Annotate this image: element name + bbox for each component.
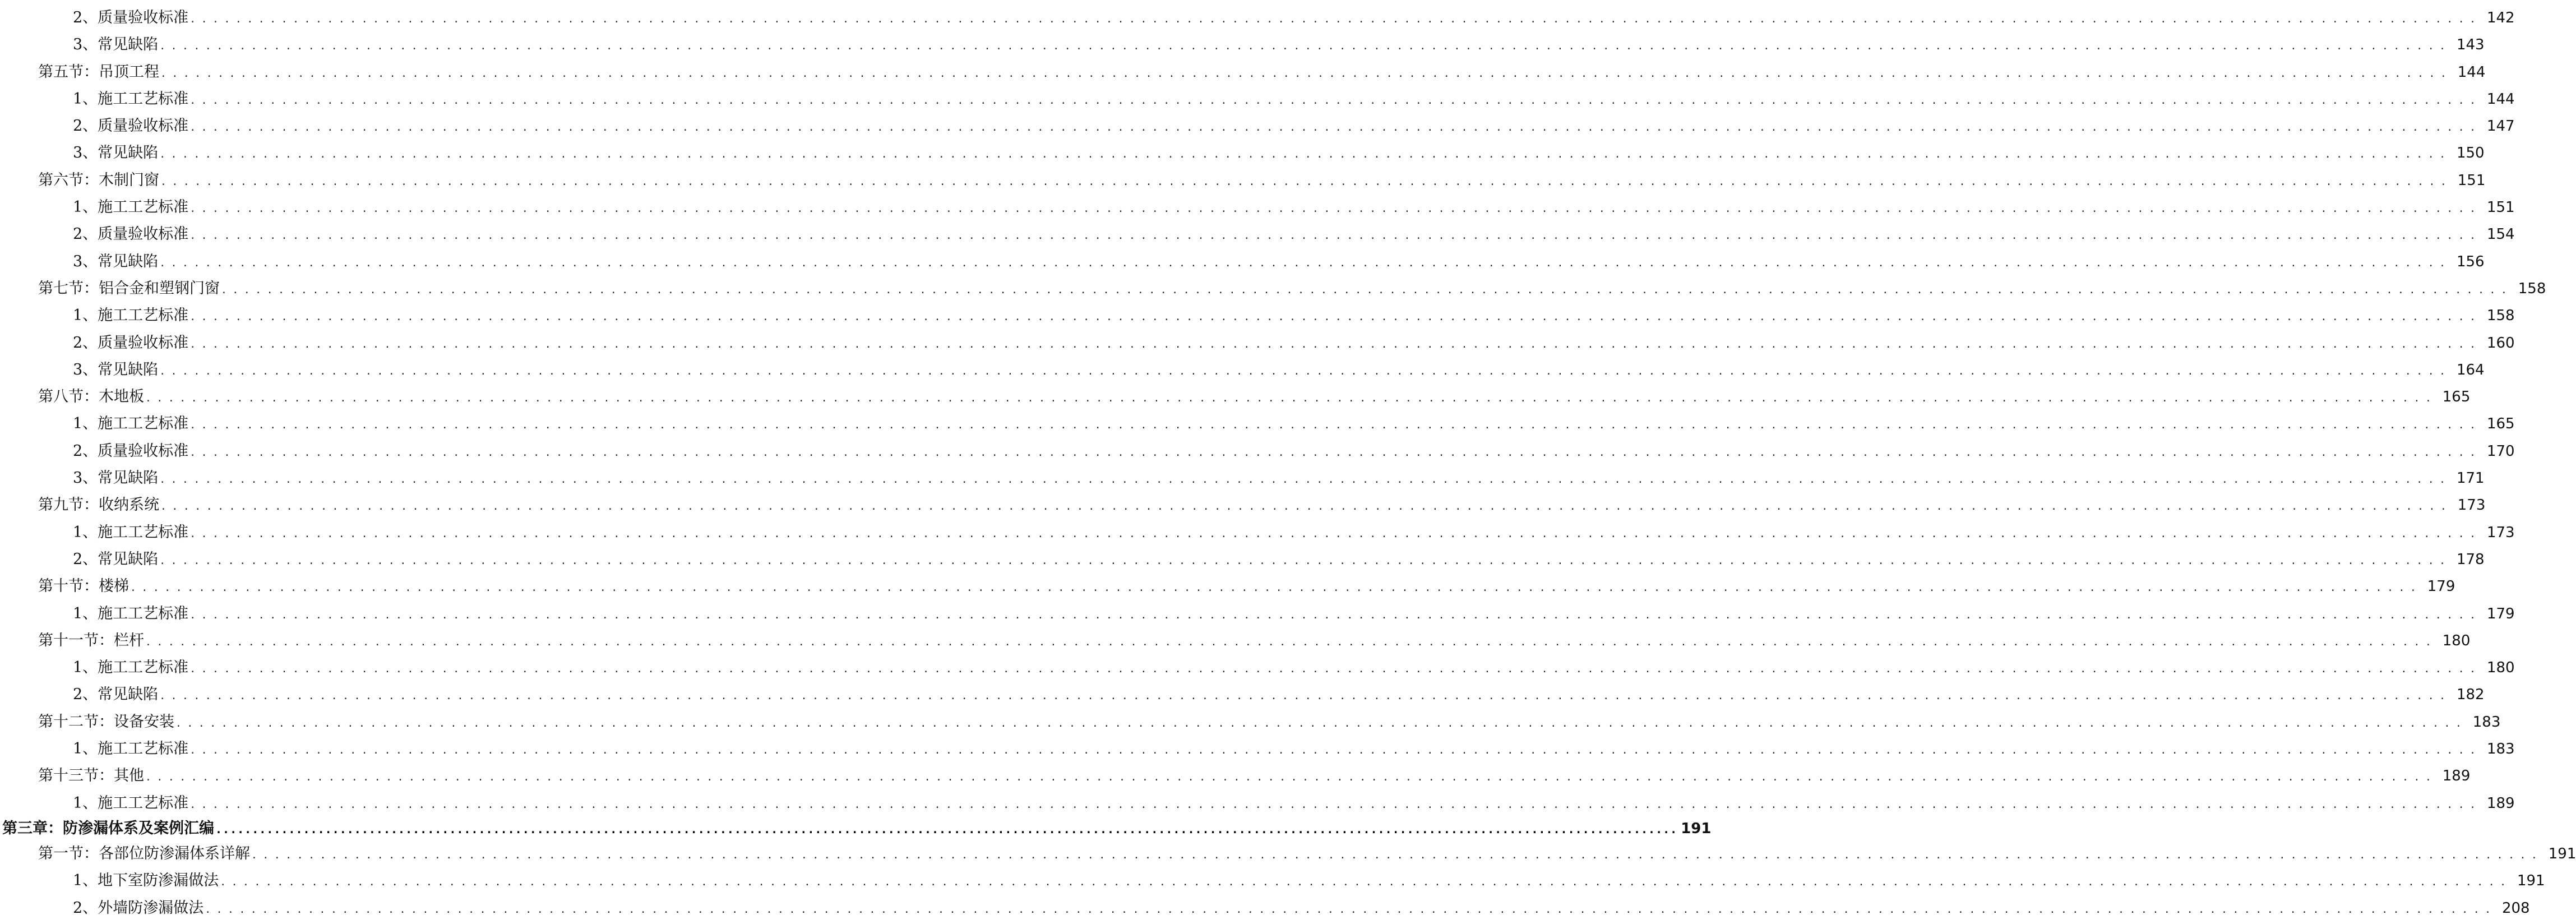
toc-page-number: 142 xyxy=(2486,10,2515,26)
toc-entry-title: 1、施工工艺标准 xyxy=(73,523,189,541)
toc-entry-title: 2、常见缺陷 xyxy=(73,550,159,568)
toc-page-number: 144 xyxy=(2486,90,2515,108)
dot-leader: ........................................................................................................................................................................................................ xyxy=(145,392,2437,405)
dot-leader: ........................................................................................................................................................................................................ xyxy=(205,903,2496,916)
toc-page-number: 191 xyxy=(2517,872,2545,890)
toc-entry-title: 2、常见缺陷 xyxy=(73,686,159,704)
dot-leader: ........................................................................................................................................................................................................ xyxy=(189,122,2481,134)
dot-leader: ........................................................................................................................................................................................................ xyxy=(160,501,2452,513)
toc-item-row[interactable] xyxy=(0,736,2515,763)
toc-page-number: 183 xyxy=(2486,741,2515,758)
dot-leader: ........................................................................................................................................................................................................ xyxy=(160,67,2452,80)
toc-entry-title: 2、质量验收标准 xyxy=(73,117,189,135)
toc-entry-title: 第九节：收纳系统 xyxy=(38,496,159,514)
dot-leader: ........................................................................................................................................................................................................ xyxy=(189,230,2481,242)
toc-entry-title: 第五节：吊顶工程 xyxy=(38,63,159,81)
dot-leader: ........................................................................................................................................................................................................ xyxy=(189,446,2481,459)
toc-section-row[interactable] xyxy=(0,167,2486,194)
toc-page-number: 178 xyxy=(2456,551,2485,568)
toc-entry-title: 第三章：防渗漏体系及案例汇编 xyxy=(2,819,214,837)
toc-page-number: 158 xyxy=(2486,307,2515,325)
toc-item-row[interactable] xyxy=(0,681,2485,708)
toc-section-row[interactable] xyxy=(0,275,2546,302)
toc-page-number: 144 xyxy=(2457,63,2486,81)
toc-entry-title: 1、施工工艺标准 xyxy=(73,307,189,325)
toc-page-number: 154 xyxy=(2486,226,2515,243)
toc-entry-title: 1、施工工艺标准 xyxy=(73,198,189,216)
toc-page-number: 189 xyxy=(2486,794,2515,812)
toc-entry-title: 3、常见缺陷 xyxy=(73,252,159,270)
toc-page-number: 183 xyxy=(2472,713,2501,731)
dot-leader: ........................................................................................................................................................................................................ xyxy=(159,690,2451,703)
toc-page-number: 173 xyxy=(2486,524,2515,541)
toc-item-row[interactable] xyxy=(0,895,2530,922)
dot-leader: ........................................................................................................................................................................................................ xyxy=(159,365,2451,377)
dot-leader: ........................................................................................................................................................................................................ xyxy=(189,798,2481,811)
toc-section-row[interactable] xyxy=(0,627,2471,654)
dot-leader: ........................................................................................................................................................................................................ xyxy=(220,876,2512,889)
dot-leader: ........................................................................................................................................................................................................ xyxy=(160,175,2452,188)
toc-page-number: 143 xyxy=(2456,36,2485,54)
toc-entry-title: 第七节：铝合金和塑钢门窗 xyxy=(38,279,220,297)
toc-item-row[interactable] xyxy=(0,867,2545,894)
toc-page-number: 156 xyxy=(2456,253,2485,270)
toc-item-row[interactable] xyxy=(0,600,2515,627)
dot-leader: ........................................................................................................................................................................................................ xyxy=(189,663,2481,676)
dot-leader: ........................................................................................................................................................................................................ xyxy=(159,40,2451,53)
dot-leader: ........................................................................................................................................................................................................ xyxy=(145,771,2437,784)
toc-entry-title: 2、外墙防渗漏做法 xyxy=(73,899,204,917)
toc-item-row[interactable] xyxy=(0,465,2485,492)
toc-page-number: 164 xyxy=(2456,361,2485,378)
toc-entry-title: 2、质量验收标准 xyxy=(73,225,189,243)
toc-item-row[interactable] xyxy=(0,438,2515,465)
toc-page-number: 191 xyxy=(2548,845,2576,862)
toc-item-row[interactable] xyxy=(0,248,2485,275)
toc-entry-title: 第一节：各部位防渗漏体系详解 xyxy=(38,844,250,862)
toc-chapter-row[interactable] xyxy=(0,817,1712,840)
dot-leader: ........................................................................................................................................................................................................ xyxy=(189,338,2481,350)
dot-leader: ........................................................................................................................................................................................................ xyxy=(215,822,1678,836)
dot-leader: ........................................................................................................................................................................................................ xyxy=(159,555,2451,567)
toc-entry-title: 3、常见缺陷 xyxy=(73,469,159,487)
toc-page-number: 151 xyxy=(2486,199,2515,216)
dot-leader: ........................................................................................................................................................................................................ xyxy=(189,203,2481,215)
toc-page-number: 158 xyxy=(2518,280,2546,297)
toc-section-row[interactable] xyxy=(0,709,2501,736)
toc-entry-title: 3、常见缺陷 xyxy=(73,36,159,54)
toc-section-row[interactable] xyxy=(0,492,2486,519)
toc-item-row[interactable] xyxy=(0,654,2515,681)
toc-item-row[interactable] xyxy=(0,31,2485,58)
toc-entry-title: 第十节：楼梯 xyxy=(38,578,129,595)
toc-page-number: 179 xyxy=(2486,605,2515,622)
table-of-contents xyxy=(0,4,2576,922)
toc-page-number: 179 xyxy=(2427,578,2455,595)
toc-page-number: 191 xyxy=(1681,820,1712,837)
toc-entry-title: 第十二节：设备安装 xyxy=(38,713,174,731)
toc-item-row[interactable] xyxy=(0,410,2515,437)
toc-item-row[interactable] xyxy=(0,221,2515,248)
toc-page-number: 180 xyxy=(2442,632,2471,649)
toc-entry-title: 3、常见缺陷 xyxy=(73,144,159,162)
toc-entry-title: 1、施工工艺标准 xyxy=(73,415,189,433)
toc-item-row[interactable] xyxy=(0,140,2485,167)
dot-leader: ........................................................................................................................................................................................................ xyxy=(189,419,2481,432)
toc-entry-title: 第十一节：栏杆 xyxy=(38,631,144,649)
dot-leader: ........................................................................................................................................................................................................ xyxy=(189,528,2481,540)
dot-leader: ........................................................................................................................................................................................................ xyxy=(159,149,2451,161)
dot-leader: ........................................................................................................................................................................................................ xyxy=(159,474,2451,486)
toc-entry-title: 第八节：木地板 xyxy=(38,388,144,406)
dot-leader: ........................................................................................................................................................................................................ xyxy=(221,284,2513,296)
toc-item-row[interactable] xyxy=(0,357,2485,384)
toc-entry-title: 1、施工工艺标准 xyxy=(73,659,189,677)
toc-entry-title: 1、施工工艺标准 xyxy=(73,90,189,108)
toc-page-number: 189 xyxy=(2442,768,2471,785)
dot-leader: ........................................................................................................................................................................................................ xyxy=(251,849,2543,861)
toc-page-number: 170 xyxy=(2486,442,2515,460)
toc-entry-title: 2、质量验收标准 xyxy=(73,9,189,26)
toc-entry-title: 第十三节：其他 xyxy=(38,767,144,785)
toc-item-row[interactable] xyxy=(0,113,2515,140)
toc-page-number: 165 xyxy=(2442,389,2471,406)
toc-page-number: 173 xyxy=(2457,497,2486,514)
toc-entry-title: 1、施工工艺标准 xyxy=(73,794,189,812)
toc-item-row[interactable] xyxy=(0,546,2485,573)
dot-leader: ........................................................................................................................................................................................................ xyxy=(189,745,2481,757)
dot-leader: ........................................................................................................................................................................................................ xyxy=(189,94,2481,107)
toc-item-row[interactable] xyxy=(0,790,2515,817)
toc-entry-title: 第六节：木制门窗 xyxy=(38,171,159,189)
toc-entry-title: 3、常见缺陷 xyxy=(73,361,159,378)
toc-entry-title: 2、质量验收标准 xyxy=(73,442,189,460)
dot-leader: ........................................................................................................................................................................................................ xyxy=(189,609,2481,621)
toc-section-row[interactable] xyxy=(0,59,2486,86)
dot-leader: ........................................................................................................................................................................................................ xyxy=(145,636,2437,648)
toc-item-row[interactable] xyxy=(0,519,2515,546)
toc-page-number: 160 xyxy=(2486,334,2515,352)
dot-leader: ........................................................................................................................................................................................................ xyxy=(189,13,2481,25)
toc-page-number: 150 xyxy=(2456,145,2485,162)
dot-leader: ........................................................................................................................................................................................................ xyxy=(130,582,2422,594)
toc-entry-title: 1、施工工艺标准 xyxy=(73,740,189,758)
toc-entry-title: 1、施工工艺标准 xyxy=(73,604,189,622)
toc-item-row[interactable] xyxy=(0,194,2515,221)
toc-item-row[interactable] xyxy=(0,330,2515,357)
toc-section-row[interactable] xyxy=(0,384,2471,410)
toc-item-row[interactable] xyxy=(0,302,2515,329)
toc-page-number: 180 xyxy=(2486,659,2515,677)
toc-page-number: 171 xyxy=(2456,470,2485,487)
toc-entry-title: 2、质量验收标准 xyxy=(73,334,189,352)
toc-item-row[interactable] xyxy=(0,86,2515,113)
toc-page-number: 208 xyxy=(2501,899,2530,917)
dot-leader: ........................................................................................................................................................................................................ xyxy=(159,257,2451,269)
toc-item-row[interactable] xyxy=(0,4,2515,31)
toc-page-number: 182 xyxy=(2456,686,2485,704)
toc-page-number: 151 xyxy=(2457,172,2486,189)
dot-leader: ........................................................................................................................................................................................................ xyxy=(175,717,2467,729)
dot-leader: ........................................................................................................................................................................................................ xyxy=(189,311,2481,324)
toc-page-number: 165 xyxy=(2486,415,2515,433)
toc-section-row[interactable] xyxy=(0,573,2455,600)
toc-section-row[interactable] xyxy=(0,763,2471,789)
toc-page-number: 147 xyxy=(2486,118,2515,135)
toc-section-row[interactable] xyxy=(0,840,2576,867)
toc-entry-title: 1、地下室防渗漏做法 xyxy=(73,872,219,890)
